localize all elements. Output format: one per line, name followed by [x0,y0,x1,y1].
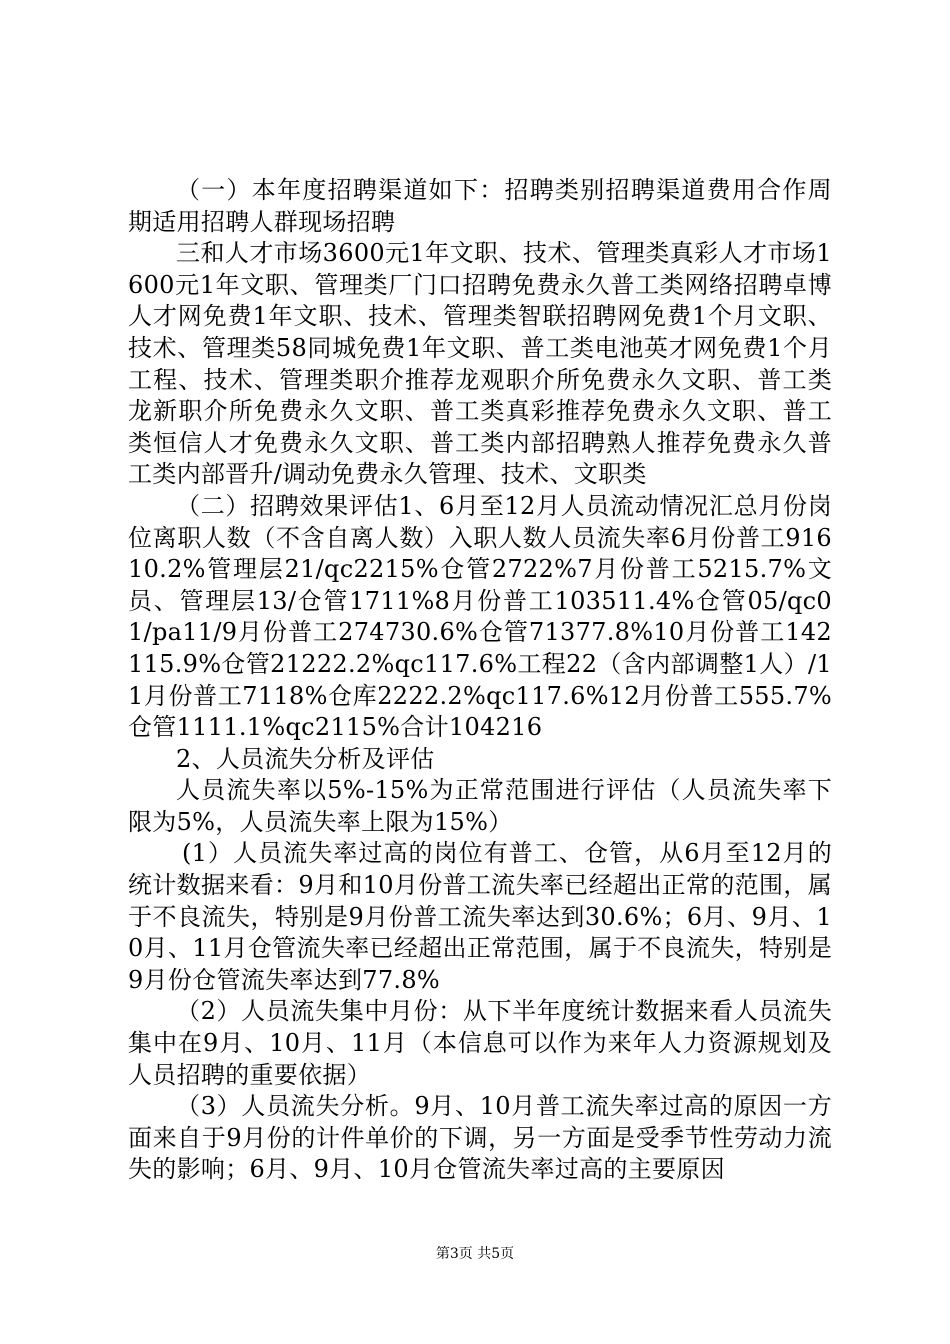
paragraph-turnover-analysis-heading: 2、人员流失分析及评估 [176,744,435,773]
paragraph-turnover-causes: （3）人员流失分析。9月、10月普工流失率过高的原因一方面来自于9月份的计件单价的下调，另一方面是受季节性劳动力流失的影响；6月、9月、10月仓管流失率过高的主要原因 [128,1092,832,1184]
page-number-label: 第3页 共5页 [435,1246,515,1262]
paragraph-recruitment-channels-heading: （一）本年度招聘渠道如下：招聘类别招聘渠道费用合作周期适用招聘人群现场招聘 [128,176,832,236]
page-footer [0,1245,950,1263]
paragraph-recruitment-effect-evaluation: （二）招聘效果评估1、6月至12月人员流动情况汇总月份岗位离职人数（不含自离人数）入职人数人员流失率6月份普工91610.2%管理层21/qc2215%仓管2722%7月份普工5215.7%文员、管理层13/仓管1711%8月份普工103511.4%仓管05/qc01/pa11/9月份普工274730.6%仓管71377.8%10月份普工142115.9%仓管21222.2%qc117.6%工程22（含内部调整1人）/11月份普工7118%仓库2222.2%qc117.6%12月份普工555.7%仓管1111.1%qc2115%合计104216 [128,491,832,742]
paragraph-high-turnover-positions: (1）人员流失率过高的岗位有普工、仓管，从6月至12月的统计数据来看：9月和10月份普工流失率已经超出正常的范围，属于不良流失，特别是9月份普工流失率达到30.6%；6月、9月、10月、11月仓管流失率已经超出正常范围，属于不良流失，特别是9月份仓管流失率达到77.8% [128,839,832,994]
paragraph-recruitment-channels-list: 三和人才市场3600元1年文职、技术、管理类真彩人才市场1600元1年文职、管理类厂门口招聘免费永久普工类网络招聘卓博人才网免费1年文职、技术、管理类智联招聘网免费1个月文职、技术、管理类58同城免费1年文职、普工类电池英才网免费1个月工程、技术、管理类职介推荐龙观职介所免费永久文职、普工类龙新职介所免费永久文职、普工类真彩推荐免费永久文职、普工类恒信人才免费永久文职、普工类内部招聘熟人推荐免费永久普工类内部晋升/调动免费永久管理、技术、文职类 [128,239,832,489]
paragraph-turnover-normal-range: 人员流失率以5%-15%为正常范围进行评估（人员流失率下限为5%，人员流失率上限为15%） [128,776,832,836]
paragraph-turnover-concentrated-months: （2）人员流失集中月份：从下半年度统计数据来看人员流失集中在9月、10月、11月（本信息可以作为来年人力资源规划及人员招聘的重要依据） [128,997,832,1089]
document-body [128,175,832,1186]
